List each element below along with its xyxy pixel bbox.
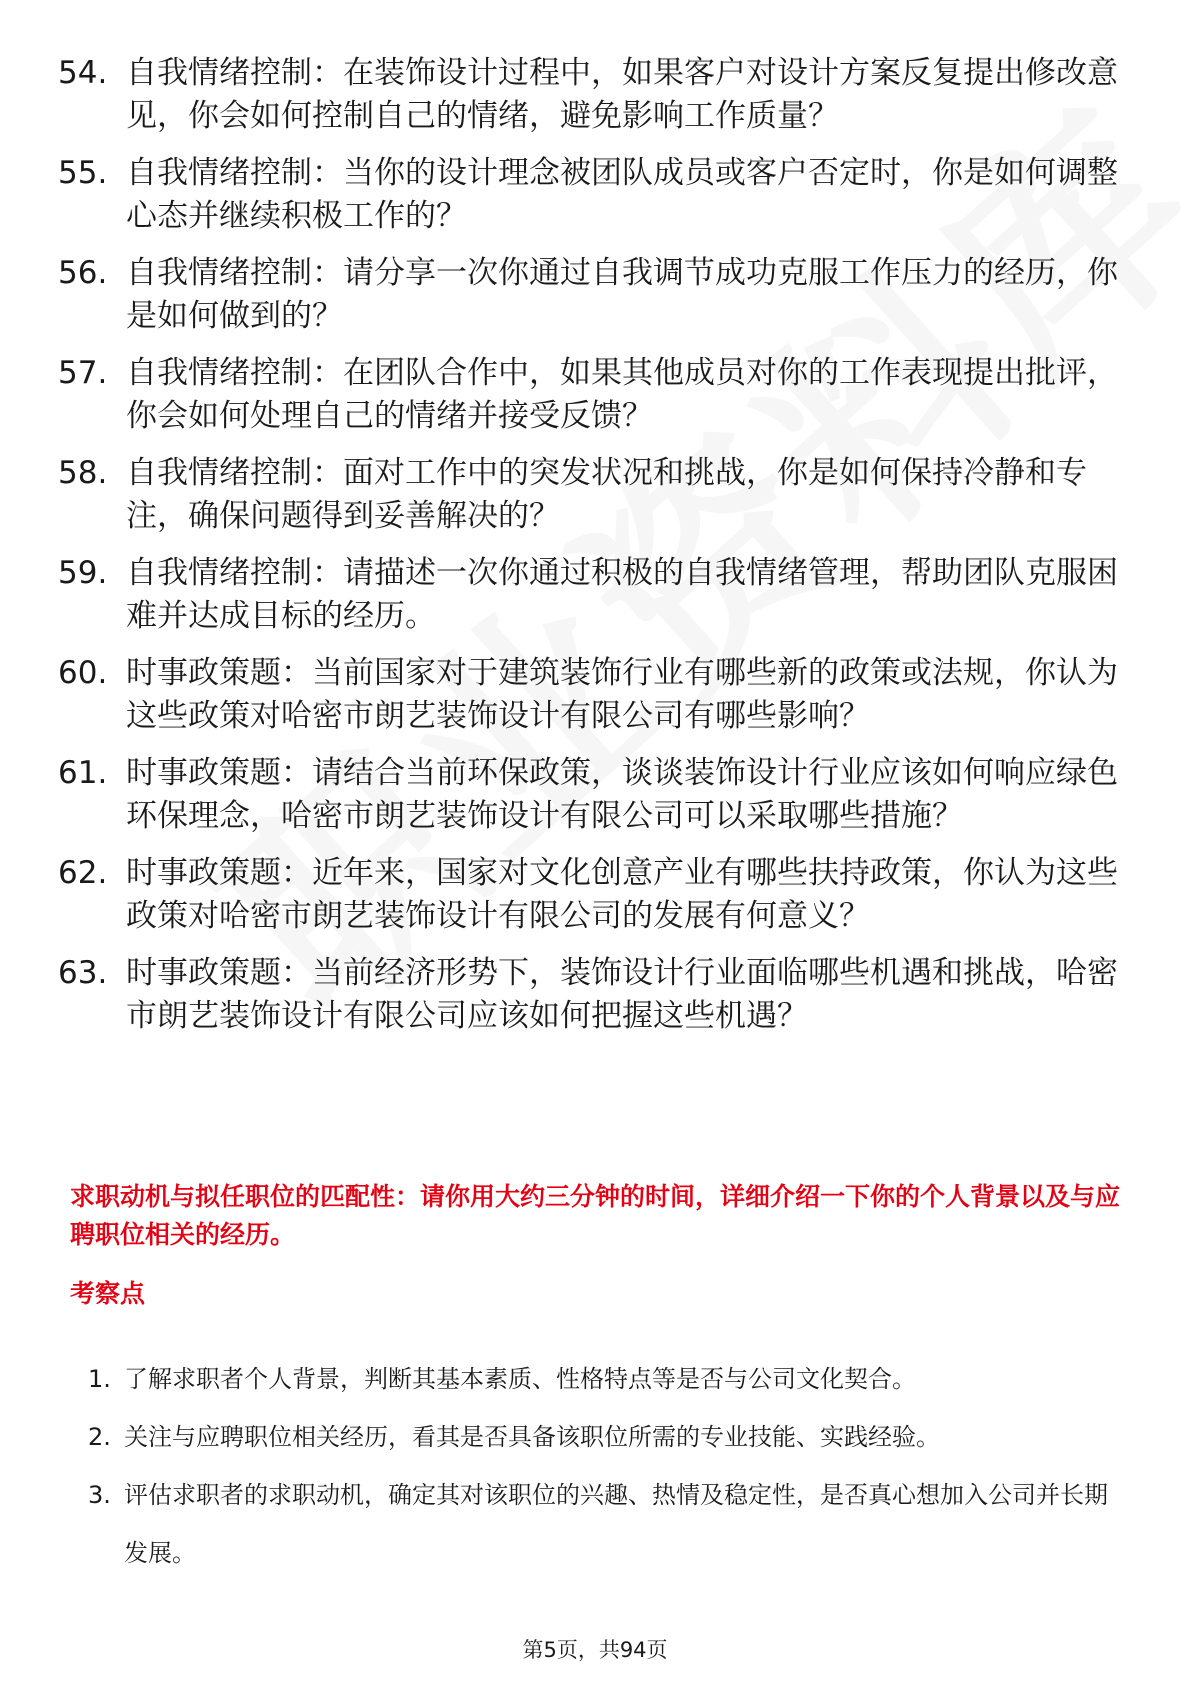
point-number: 3. — [88, 1481, 111, 1509]
question-text: 自我情绪控制：面对工作中的突发状况和挑战，你是如何保持冷静和专注，确保问题得到妥善解决的？ — [126, 455, 1087, 534]
question-number: 54. — [58, 55, 108, 91]
question-number: 59. — [58, 555, 108, 591]
question-text: 时事政策题：当前国家对于建筑装饰行业有哪些新的政策或法规，你认为这些政策对哈密市朗艺装饰设计有限公司有哪些影响？ — [126, 655, 1118, 734]
question-number: 56. — [58, 255, 108, 291]
point-text: 评估求职者的求职动机，确定其对该职位的兴趣、热情及稳定性，是否真心想加入公司并长期发展。 — [124, 1481, 1108, 1567]
section-subtitle: 考察点 — [70, 1279, 146, 1308]
question-text: 时事政策题：近年来，国家对文化创意产业有哪些扶持政策，你认为这些政策对哈密市朗艺装饰设计有限公司的发展有何意义？ — [126, 855, 1118, 934]
question-item — [58, 152, 1128, 238]
question-text: 自我情绪控制：在团队合作中，如果其他成员对你的工作表现提出批评，你会如何处理自己的情绪并接受反馈？ — [126, 355, 1118, 434]
page-footer: 第5页，共94页 — [522, 1638, 668, 1662]
section-title: 求职动机与拟任职位的匹配性：请你用大约三分钟的时间，详细介绍一下你的个人背景以及与应聘职位相关的经历。 — [70, 1182, 1121, 1249]
question-item — [58, 352, 1128, 438]
question-item — [58, 52, 1128, 138]
question-text: 自我情绪控制：当你的设计理念被团队成员或客户否定时，你是如何调整心态并继续积极工作的？ — [126, 155, 1118, 234]
question-item — [58, 952, 1128, 1038]
point-item — [88, 1350, 1120, 1408]
question-item — [58, 852, 1128, 938]
question-item — [58, 552, 1128, 638]
question-number: 63. — [58, 955, 108, 991]
question-number: 55. — [58, 155, 108, 191]
question-item — [58, 252, 1128, 338]
question-number: 58. — [58, 455, 108, 491]
evaluation-points — [70, 1350, 1120, 1582]
point-number: 1. — [88, 1365, 111, 1393]
question-number: 62. — [58, 855, 108, 891]
question-list — [58, 52, 1128, 1052]
point-item — [88, 1466, 1120, 1582]
question-text: 时事政策题：请结合当前环保政策，谈谈装饰设计行业应该如何响应绿色环保理念，哈密市朗艺装饰设计有限公司可以采取哪些措施？ — [126, 755, 1118, 834]
question-text: 自我情绪控制：请描述一次你通过积极的自我情绪管理，帮助团队克服困难并达成目标的经历。 — [126, 555, 1118, 634]
question-number: 60. — [58, 655, 108, 691]
question-number: 61. — [58, 755, 108, 791]
point-text: 关注与应聘职位相关经历，看其是否具备该职位所需的专业技能、实践经验。 — [124, 1423, 940, 1451]
question-text: 时事政策题：当前经济形势下，装饰设计行业面临哪些机遇和挑战，哈密市朗艺装饰设计有限公司应该如何把握这些机遇？ — [126, 955, 1118, 1034]
question-text: 自我情绪控制：在装饰设计过程中，如果客户对设计方案反复提出修改意见，你会如何控制自己的情绪，避免影响工作质量？ — [126, 55, 1118, 134]
point-text: 了解求职者个人背景，判断其基本素质、性格特点等是否与公司文化契合。 — [124, 1365, 916, 1393]
point-item — [88, 1408, 1120, 1466]
question-item — [58, 652, 1128, 738]
question-number: 57. — [58, 355, 108, 391]
question-item — [58, 752, 1128, 838]
question-item — [58, 452, 1128, 538]
question-text: 自我情绪控制：请分享一次你通过自我调节成功克服工作压力的经历，你是如何做到的？ — [126, 255, 1118, 334]
point-number: 2. — [88, 1423, 111, 1451]
motivation-section — [70, 1178, 1120, 1582]
